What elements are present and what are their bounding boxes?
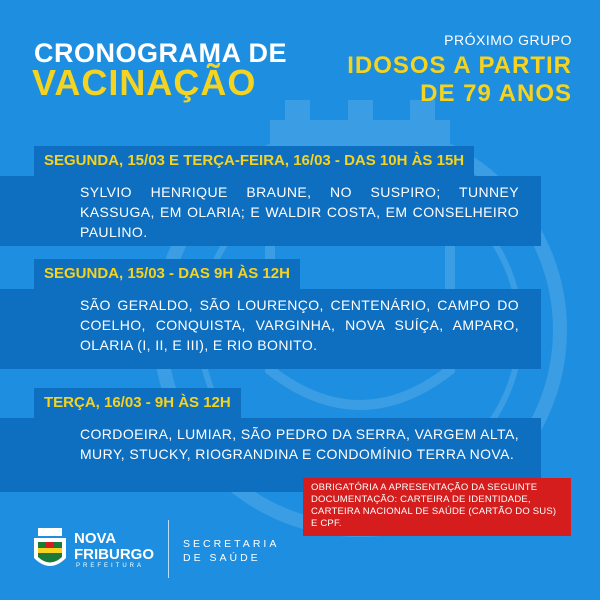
schedule-2-body: SÃO GERALDO, SÃO LOURENÇO, CENTENÁRIO, CAMPO DO COELHO, CONQUISTA, VARGINHA, NOVA SUÍÇA, AMPARO, OLARIA (I, II, E III), E RIO BONITO. [0, 289, 541, 369]
schedule-1-header: SEGUNDA, 15/03 E TERÇA-FEIRA, 16/03 - DAS 10H ÀS 15H [34, 146, 474, 176]
title-line-2: VACINAÇÃO [32, 62, 257, 103]
schedule-3-body: CORDOEIRA, LUMIAR, SÃO PEDRO DA SERRA, VARGEM ALTA, MURY, STUCKY, RIOGRANDINA E CONDOMÍNIO TERRA NOVA. [0, 418, 541, 492]
title-line-1: CRONOGRAMA DE [34, 38, 287, 68]
city-crest-icon [30, 528, 70, 576]
schedule-3-header: TERÇA, 16/03 - 9H ÀS 12H [34, 388, 241, 418]
documentation-notice: OBRIGATÓRIA A APRESENTAÇÃO DA SEGUINTE DOCUMENTAÇÃO: CARTEIRA DE IDENTIDADE, CARTEIRA NACIONAL DE SAÚDE (CARTÃO DO SUS) E CPF. [303, 478, 571, 536]
brand-subtitle: PREFEITURA [76, 563, 145, 569]
next-group-line-2: DE 79 ANOS [420, 80, 572, 107]
schedule-2-header: SEGUNDA, 15/03 - DAS 9H ÀS 12H [34, 259, 300, 289]
secretaria-line-1: SECRETARIA [183, 538, 280, 550]
brand-line-1: NOVA [74, 530, 117, 547]
secretaria-line-2: DE SAÚDE [183, 552, 261, 564]
next-group-line-1: IDOSOS A PARTIR [347, 52, 572, 79]
next-group-label: PRÓXIMO GRUPO [444, 32, 572, 48]
brand-line-2: FRIBURGO [74, 546, 154, 563]
schedule-1-body: SYLVIO HENRIQUE BRAUNE, NO SUSPIRO; TUNNEY KASSUGA, EM OLARIA; E WALDIR COSTA, EM CONSELHEIRO PAULINO. [0, 176, 541, 246]
footer-divider [168, 520, 169, 578]
